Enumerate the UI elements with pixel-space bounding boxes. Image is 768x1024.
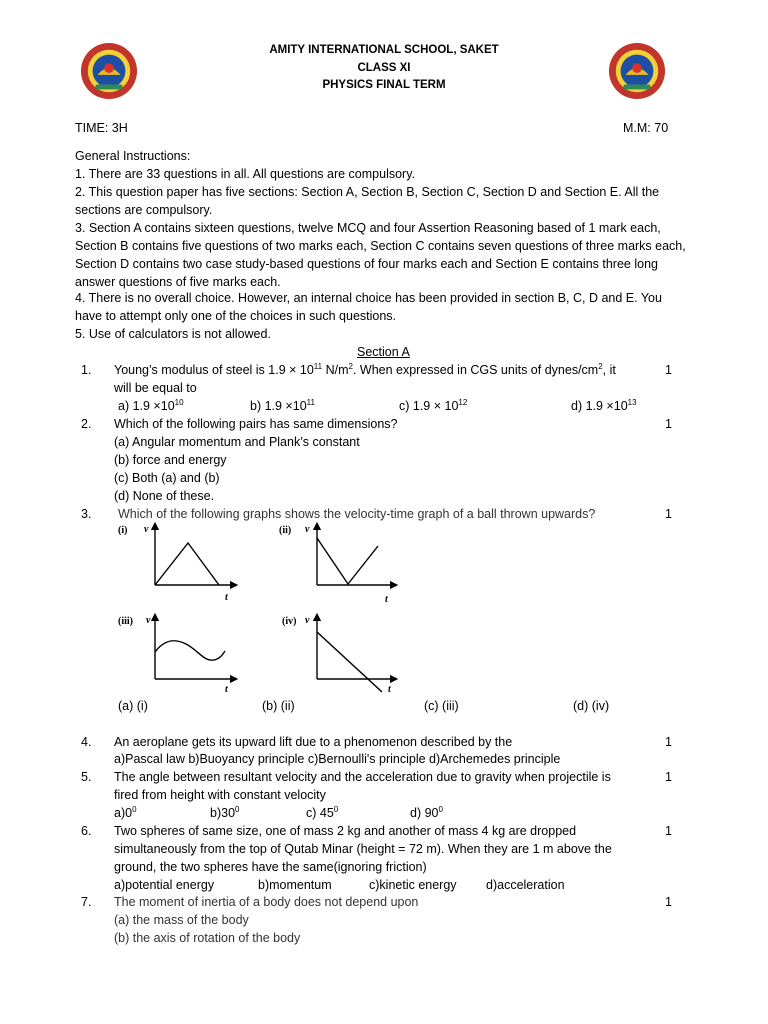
q1-text-line2: will be equal to — [114, 381, 197, 395]
q6-number: 6. — [81, 824, 92, 838]
q4-marks: 1 — [665, 735, 672, 749]
q6-option-b: b)momentum — [258, 878, 332, 892]
q1-option-d: d) $1.9 \times 10^{13}$ — [571, 398, 637, 413]
q3-option-b: (b) (ii) — [262, 699, 295, 713]
q5-option-a: $a)0^0$ — [114, 805, 137, 820]
q3-number: 3. — [81, 507, 92, 521]
instruction-5: 5. Use of calculators is not allowed. — [75, 327, 271, 341]
q2-number: 2. — [81, 417, 92, 431]
q7-text: The moment of inertia of a body does not depend upon — [114, 895, 419, 909]
time-label: TIME: 3H — [75, 121, 128, 135]
class-title: CLASS XI — [357, 62, 411, 74]
graph-iii-label: (iii) — [118, 616, 133, 627]
graph-iv-v-label: v — [305, 615, 310, 626]
q2-option-d: (d) None of these. — [114, 489, 215, 503]
q3-text: Which of the following graphs shows the velocity-time graph of a ball thrown upwards? — [118, 507, 596, 521]
q6-option-a: a)potential energy — [114, 878, 215, 892]
q5-text-line1: The angle between resultant velocity and the acceleration due to gravity when projectile is — [114, 770, 611, 784]
graph-ii-v-label: v — [305, 524, 310, 535]
q3-option-c: (c) (iii) — [424, 699, 459, 713]
graph-iii-curve — [155, 641, 225, 660]
exam-title: PHYSICS FINAL TERM — [322, 79, 446, 91]
q2-marks: 1 — [665, 417, 672, 431]
q6-text-line3: ground, the two spheres have the same(ignoring friction) — [114, 860, 427, 874]
instruction-3: 3. Section A contains sixteen questions, twelve MCQ and four Assertion Reasoning based of 1 mark each, Section B contains five questions of two marks each, Section C contains seven questions of three marks each, Section D contains two case study-based questions of four marks each and Section E contains three long answer questions of five marks each. — [75, 221, 686, 289]
graph-iii-v-label: v — [146, 615, 151, 626]
q6-option-d: d)acceleration — [486, 878, 565, 892]
graph-ii-curve — [317, 538, 378, 584]
q2-option-c: (c) Both (a) and (b) — [114, 471, 220, 485]
q3-option-d: (d) (iv) — [573, 699, 610, 713]
max-marks: M.M: 70 — [623, 121, 669, 135]
q1-text: Young’s modulus of steel is $1.9 \times 10^{11}$ $N/m^2$. When expressed in CGS units of dynes/$cm^2$, it — [114, 362, 616, 377]
q3-option-a: (a) (i) — [118, 699, 148, 713]
q1-marks: 1 — [665, 363, 672, 377]
q2-option-b: (b) force and energy — [114, 453, 227, 467]
q1-option-a: a) $1.9 \times 10^{10}$ — [118, 398, 184, 413]
graph-iv-t-label: t — [388, 684, 391, 695]
q1-number: 1. — [81, 363, 92, 377]
q6-option-c: c)kinetic energy — [369, 878, 457, 892]
q5-option-d: d) $90^0$ — [410, 805, 443, 820]
q3-graphs — [112, 520, 412, 696]
q7-number: 7. — [81, 895, 92, 909]
q3-marks: 1 — [665, 507, 672, 521]
graph-iv-curve — [317, 632, 382, 692]
instruction-4: 4. There is no overall choice. However, an internal choice has been provided in section B, C, D and E. You have to attempt only one of the choices in such questions. — [75, 291, 662, 323]
instruction-1: 1. There are 33 questions in all. All questions are compulsory. — [75, 167, 416, 181]
q5-marks: 1 — [665, 770, 672, 784]
graph-ii-label: (ii) — [279, 525, 292, 536]
q2-text: Which of the following pairs has same dimensions? — [114, 417, 398, 431]
graph-iv-label: (iv) — [282, 616, 297, 627]
q7-option-a: (a) the mass of the body — [114, 913, 249, 927]
q6-text-line2: simultaneously from the top of Qutab Minar (height = 72 m). When they are 1 m above the — [114, 842, 612, 856]
q1-option-b: b) $1.9 \times 10^{11}$ — [250, 398, 315, 413]
q5-text-line2: fired from height with constant velocity — [114, 788, 326, 802]
q1-option-c: c) $1.9 \times 10^{12}$ — [399, 398, 468, 413]
graph-iii-t-label: t — [225, 684, 228, 695]
q4-options: a)Pascal law b)Buoyancy principle c)Bernoulli's principle d)Archemedes principle — [114, 752, 561, 766]
q7-option-b: (b) the axis of rotation of the body — [114, 931, 301, 945]
graph-i-t-label: t — [225, 592, 228, 603]
graph-i-curve — [155, 543, 219, 585]
q6-marks: 1 — [665, 824, 672, 838]
q5-number: 5. — [81, 770, 92, 784]
q4-text: An aeroplane gets its upward lift due to a phenomenon described by the — [114, 735, 513, 749]
graph-i-label: (i) — [118, 525, 128, 536]
school-name: AMITY INTERNATIONAL SCHOOL, SAKET — [269, 44, 499, 56]
graph-ii-t-label: t — [385, 594, 388, 605]
q2-option-a: (a) Angular momentum and Plank’s constant — [114, 435, 360, 449]
section-a-heading: Section A — [357, 345, 410, 359]
instructions-heading: General Instructions: — [75, 149, 191, 163]
q6-text-line1: Two spheres of same size, one of mass 2 kg and another of mass 4 kg are dropped — [114, 824, 577, 838]
q5-option-c: c) $45^0$ — [306, 805, 339, 820]
q5-option-b: $b)30^0$ — [210, 805, 240, 820]
q7-marks: 1 — [665, 895, 672, 909]
graph-i-v-label: v — [144, 524, 149, 535]
instruction-2: 2. This question paper has five sections: Section A, Section B, Section C, Section D and Section E. All the sections are compulsory. — [75, 185, 660, 217]
q4-number: 4. — [81, 735, 92, 749]
